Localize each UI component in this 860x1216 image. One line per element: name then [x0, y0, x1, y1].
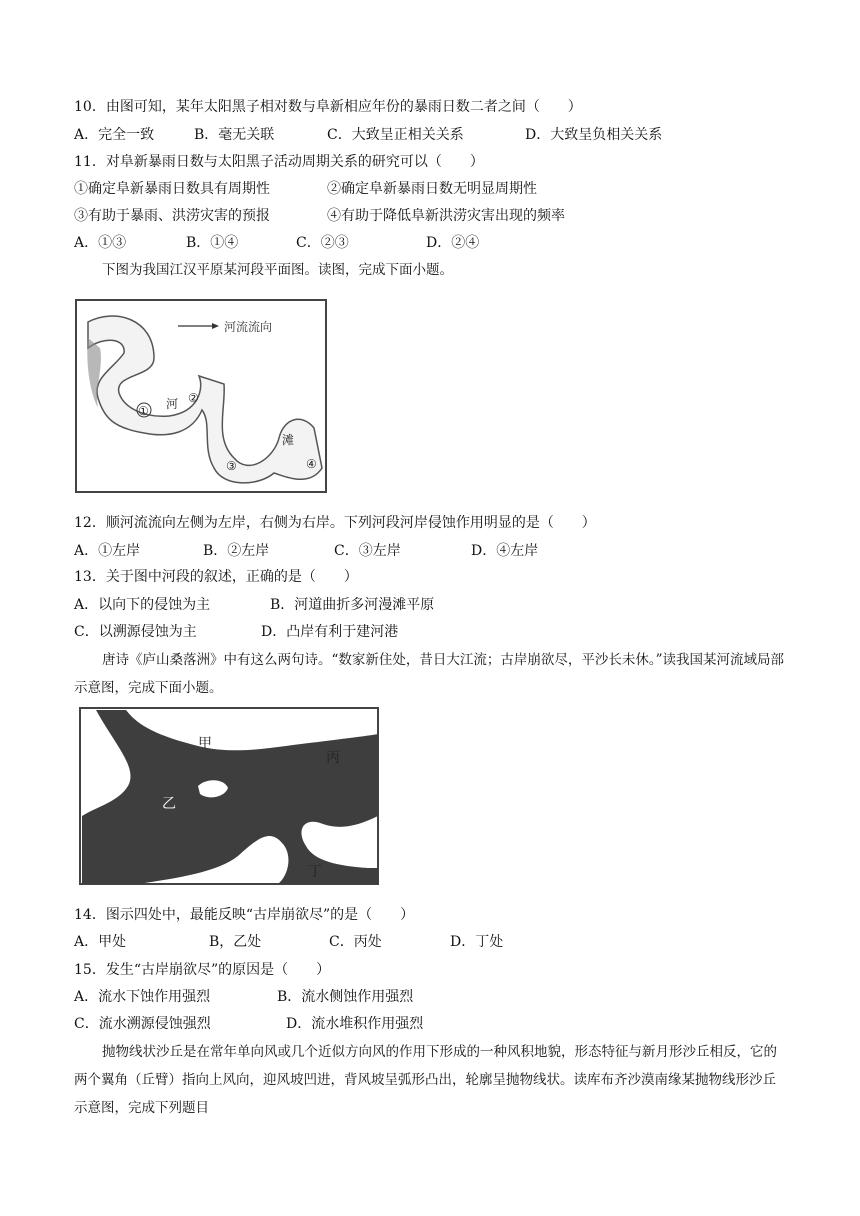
q10-option-d: D．大致呈负相关关系 [525, 127, 663, 143]
q13-option-b: B．河道曲折多河漫滩平原 [270, 597, 435, 613]
label-bing: 丙 [326, 750, 340, 766]
q11-item-1: ①确定阜新暴雨日数具有周期性 [74, 181, 270, 197]
question-10-stem: 10．由图可知，某年太阳黑子相对数与阜新相应年份的暴雨日数二者之间（ ） [74, 99, 582, 115]
q14-option-a: A．甲处 [74, 934, 127, 950]
q15-option-c: C．流水溯源侵蚀强烈 [74, 1016, 211, 1032]
q15-option-b: B．流水侧蚀作用强烈 [277, 989, 414, 1005]
q11-option-a: A．①③ [74, 235, 127, 251]
river-basin-figure [78, 706, 380, 888]
q10-option-c: C．大致呈正相关关系 [327, 127, 464, 143]
q14-option-c: C．丙处 [329, 934, 382, 950]
q15-option-d: D．流水堆积作用强烈 [286, 1016, 424, 1032]
question-11-stem: 11．对阜新暴雨日数与太阳黑子活动周期关系的研究可以（ ） [74, 154, 484, 170]
q10-option-b: B．毫无关联 [194, 127, 275, 143]
label-tan: 滩 [282, 433, 295, 447]
intro-figure-2-wrap [74, 646, 786, 702]
q12-option-b: B．②左岸 [203, 543, 270, 559]
q11-option-d: D．②④ [426, 235, 480, 251]
flow-direction-label: 河流流向 [224, 320, 273, 334]
intro-figure-2: 唐诗《庐山桑落洲》中有这么两句诗。“数家新住处，昔日大江流；古岸崩欲尽，平沙长未休。”读我国某河流域局部示意图，完成下面小题。 [74, 652, 785, 696]
q13-option-d: D．凸岸有利于建河港 [261, 624, 399, 640]
question-13-stem: 13．关于图中河段的叙述，正确的是（ ） [74, 569, 358, 585]
q11-item-3: ③有助于暴雨、洪涝灾害的预报 [74, 208, 270, 224]
q11-item-4: ④有助于降低阜新洪涝灾害出现的频率 [327, 208, 565, 224]
question-15-stem: 15．发生“古岸崩欲尽”的原因是（ ） [74, 962, 331, 978]
q13-option-c: C．以溯源侵蚀为主 [74, 624, 197, 640]
intro-figure-3-wrap [74, 1038, 786, 1122]
q14-option-b: B，乙处 [209, 934, 262, 950]
question-12-stem: 12．顺河流流向左侧为左岸，右侧为右岸。下列河段河岸侵蚀作用明显的是（ ） [74, 515, 596, 531]
question-14-stem: 14．图示四处中，最能反映“古岸崩欲尽”的是（ ） [74, 907, 415, 923]
q12-option-c: C．③左岸 [334, 543, 401, 559]
q13-option-a: A．以向下的侵蚀为主 [74, 597, 211, 613]
marker-4: ④ [306, 457, 317, 471]
q11-item-2: ②确定阜新暴雨日数无明显周期性 [327, 181, 537, 197]
q10-option-a: A．完全一致 [74, 127, 155, 143]
marker-1: ① [138, 404, 149, 418]
label-yi: 乙 [162, 796, 176, 812]
q11-option-c: C．②③ [296, 235, 349, 251]
q14-option-d: D．丁处 [450, 934, 504, 950]
marker-2: ② [188, 391, 199, 405]
q15-option-a: A．流水下蚀作用强烈 [74, 989, 211, 1005]
q12-option-d: D．④左岸 [471, 543, 539, 559]
q11-option-b: B．①④ [186, 235, 239, 251]
marker-3: ③ [226, 459, 237, 473]
label-he: 河 [166, 397, 179, 411]
intro-figure-1: 下图为我国江汉平原某河段平面图。读图，完成下面小题。 [102, 262, 453, 278]
river-meander-figure [74, 298, 328, 494]
q12-option-a: A．①左岸 [74, 543, 141, 559]
label-ding: 丁 [308, 864, 322, 880]
label-jia: 甲 [198, 736, 212, 752]
intro-figure-3: 抛物线状沙丘是在常年单向风或几个近似方向风的作用下形成的一种风积地貌，形态特征与新月形沙丘相反，它的两个翼角（丘臂）指向上风向，迎风坡凹进，背风坡呈弧形凸出，轮廓呈抛物线状。读库布齐沙漠南缘某抛物线形沙丘示意图，完成下列题目 [74, 1044, 777, 1116]
